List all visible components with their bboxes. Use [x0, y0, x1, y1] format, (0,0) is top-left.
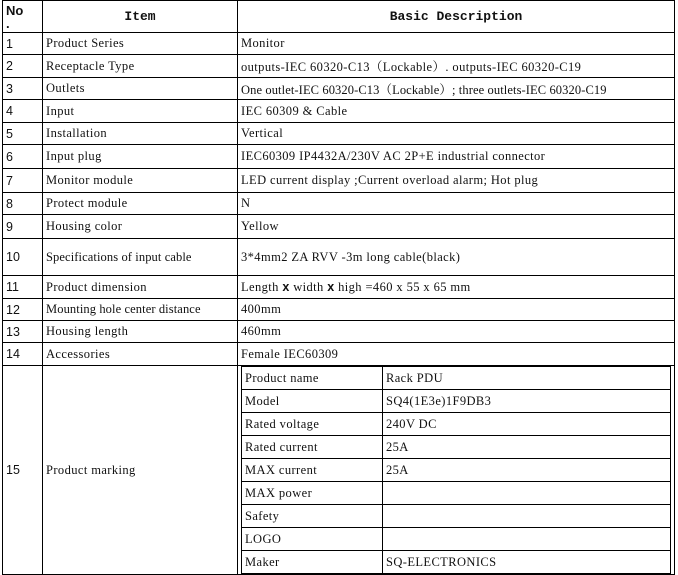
marking-label: Model — [242, 390, 383, 413]
table-row — [3, 145, 675, 169]
row-number: 4 — [3, 100, 43, 123]
dimension-times-sign: x — [327, 279, 335, 294]
dimension-length-label: Length — [241, 279, 283, 294]
marking-value: 25A — [383, 436, 671, 459]
table-row — [3, 343, 675, 366]
row-description — [238, 276, 675, 299]
marking-value: 240V DC — [383, 413, 671, 436]
dimension-width-label: width — [289, 279, 328, 294]
header-item: Item — [43, 1, 238, 33]
marking-row — [242, 551, 671, 574]
row-description: 460mm — [238, 321, 675, 343]
row-number: 6 — [3, 145, 43, 169]
row-description: One outlet-IEC 60320-C13（Lockable）; three outlets-IEC 60320-C19 — [238, 78, 675, 100]
marking-row — [242, 505, 671, 528]
row-item: Housing color — [43, 215, 238, 239]
row-item: Accessories — [43, 343, 238, 366]
row-description: IEC60309 IP4432A/230V AC 2P+E industrial connector — [238, 145, 675, 169]
row-item: Input plug — [43, 145, 238, 169]
marking-label: Product name — [242, 367, 383, 390]
table-row — [3, 366, 675, 575]
table-row — [3, 193, 675, 215]
marking-row — [242, 413, 671, 436]
table-row — [3, 100, 675, 123]
row-item: Monitor module — [43, 169, 238, 193]
row-number: 10 — [3, 239, 43, 276]
row-number: 5 — [3, 123, 43, 145]
row-description: 400mm — [238, 299, 675, 321]
dimension-times-sign: x — [282, 279, 290, 294]
table-row — [3, 78, 675, 100]
row-item: Mounting hole center distance — [43, 299, 238, 321]
table-row — [3, 276, 675, 299]
dimension-values: high =460 x 55 x 65 mm — [334, 279, 471, 294]
row-number: 14 — [3, 343, 43, 366]
marking-row — [242, 482, 671, 505]
row-item: Input — [43, 100, 238, 123]
row-description: Monitor — [238, 33, 675, 55]
row-number: 11 — [3, 276, 43, 299]
marking-value: Rack PDU — [383, 367, 671, 390]
marking-row — [242, 390, 671, 413]
table-row — [3, 55, 675, 78]
marking-value — [383, 528, 671, 551]
row-description: Yellow — [238, 215, 675, 239]
row-number: 2 — [3, 55, 43, 78]
header-row — [3, 1, 675, 33]
marking-label: Maker — [242, 551, 383, 574]
row-item: Specifications of input cable — [43, 239, 238, 276]
marking-label: Rated voltage — [242, 413, 383, 436]
marking-row — [242, 436, 671, 459]
row-number: 13 — [3, 321, 43, 343]
table-row — [3, 239, 675, 276]
row-number: 12 — [3, 299, 43, 321]
row-number: 15 — [3, 366, 43, 575]
row-number: 9 — [3, 215, 43, 239]
row-description: IEC 60309 & Cable — [238, 100, 675, 123]
row-description: 3*4mm2 ZA RVV -3m long cable(black) — [238, 239, 675, 276]
row-item: Product dimension — [43, 276, 238, 299]
marking-label: Rated current — [242, 436, 383, 459]
marking-row — [242, 528, 671, 551]
row-description: LED current display ;Current overload alarm; Hot plug — [238, 169, 675, 193]
marking-row — [242, 459, 671, 482]
marking-label: LOGO — [242, 528, 383, 551]
marking-label: MAX power — [242, 482, 383, 505]
table-row — [3, 215, 675, 239]
marking-label: Safety — [242, 505, 383, 528]
row-description: Vertical — [238, 123, 675, 145]
row-item: Protect module — [43, 193, 238, 215]
marking-label: MAX current — [242, 459, 383, 482]
marking-value — [383, 482, 671, 505]
row-description: Female IEC60309 — [238, 343, 675, 366]
table-row — [3, 33, 675, 55]
marking-row — [242, 367, 671, 390]
row-item: Receptacle Type — [43, 55, 238, 78]
row-item: Product marking — [43, 366, 238, 575]
marking-value: 25A — [383, 459, 671, 482]
row-description: N — [238, 193, 675, 215]
table-row — [3, 321, 675, 343]
row-item: Product Series — [43, 33, 238, 55]
product-marking-table — [241, 366, 671, 574]
row-item: Outlets — [43, 78, 238, 100]
table-row — [3, 123, 675, 145]
marking-value: SQ-ELECTRONICS — [383, 551, 671, 574]
marking-value — [383, 505, 671, 528]
row-item: Installation — [43, 123, 238, 145]
table-row — [3, 169, 675, 193]
marking-value: SQ4(1E3e)1F9DB3 — [383, 390, 671, 413]
row-description: outputs-IEC 60320-C13（Lockable）. outputs-IEC 60320-C19 — [238, 55, 675, 78]
header-description: Basic Description — [238, 1, 675, 33]
row-item: Housing length — [43, 321, 238, 343]
row-number: 8 — [3, 193, 43, 215]
spec-table — [2, 0, 675, 575]
row-number: 3 — [3, 78, 43, 100]
product-marking-cell — [238, 366, 675, 575]
header-no: No . — [3, 1, 43, 33]
row-number: 1 — [3, 33, 43, 55]
row-number: 7 — [3, 169, 43, 193]
table-row — [3, 299, 675, 321]
